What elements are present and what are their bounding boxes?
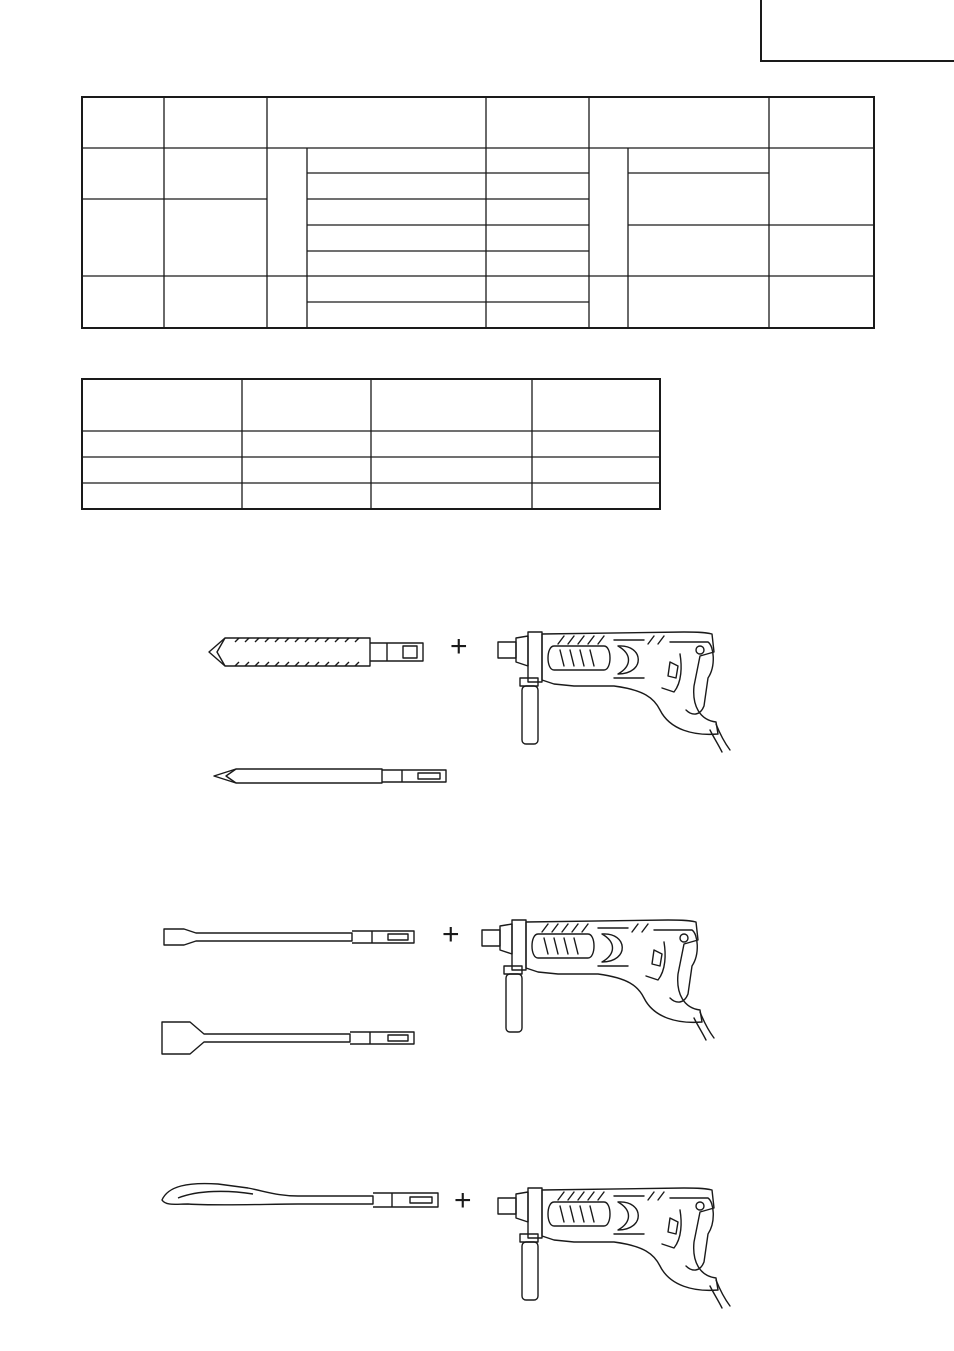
gouging-chisel-bit-icon (158, 1178, 442, 1216)
bull-point-bit-icon (205, 634, 429, 670)
plus-sign: + (450, 630, 468, 663)
cold-chisel-bit-icon (162, 926, 418, 948)
scoop-chisel-bit-icon (160, 1018, 418, 1058)
plus-sign: + (442, 918, 460, 951)
accessory-table-grid (80, 377, 664, 513)
specification-table-grid (80, 96, 876, 332)
rotary-hammer-icon (494, 626, 734, 754)
plus-sign: + (454, 1184, 472, 1217)
page-corner-tab (760, 0, 954, 62)
specification-table (80, 96, 876, 332)
rotary-hammer-icon (478, 914, 718, 1042)
rotary-hammer-icon (494, 1182, 734, 1310)
bull-point-bit-icon (212, 766, 450, 786)
accessory-table (80, 377, 664, 513)
